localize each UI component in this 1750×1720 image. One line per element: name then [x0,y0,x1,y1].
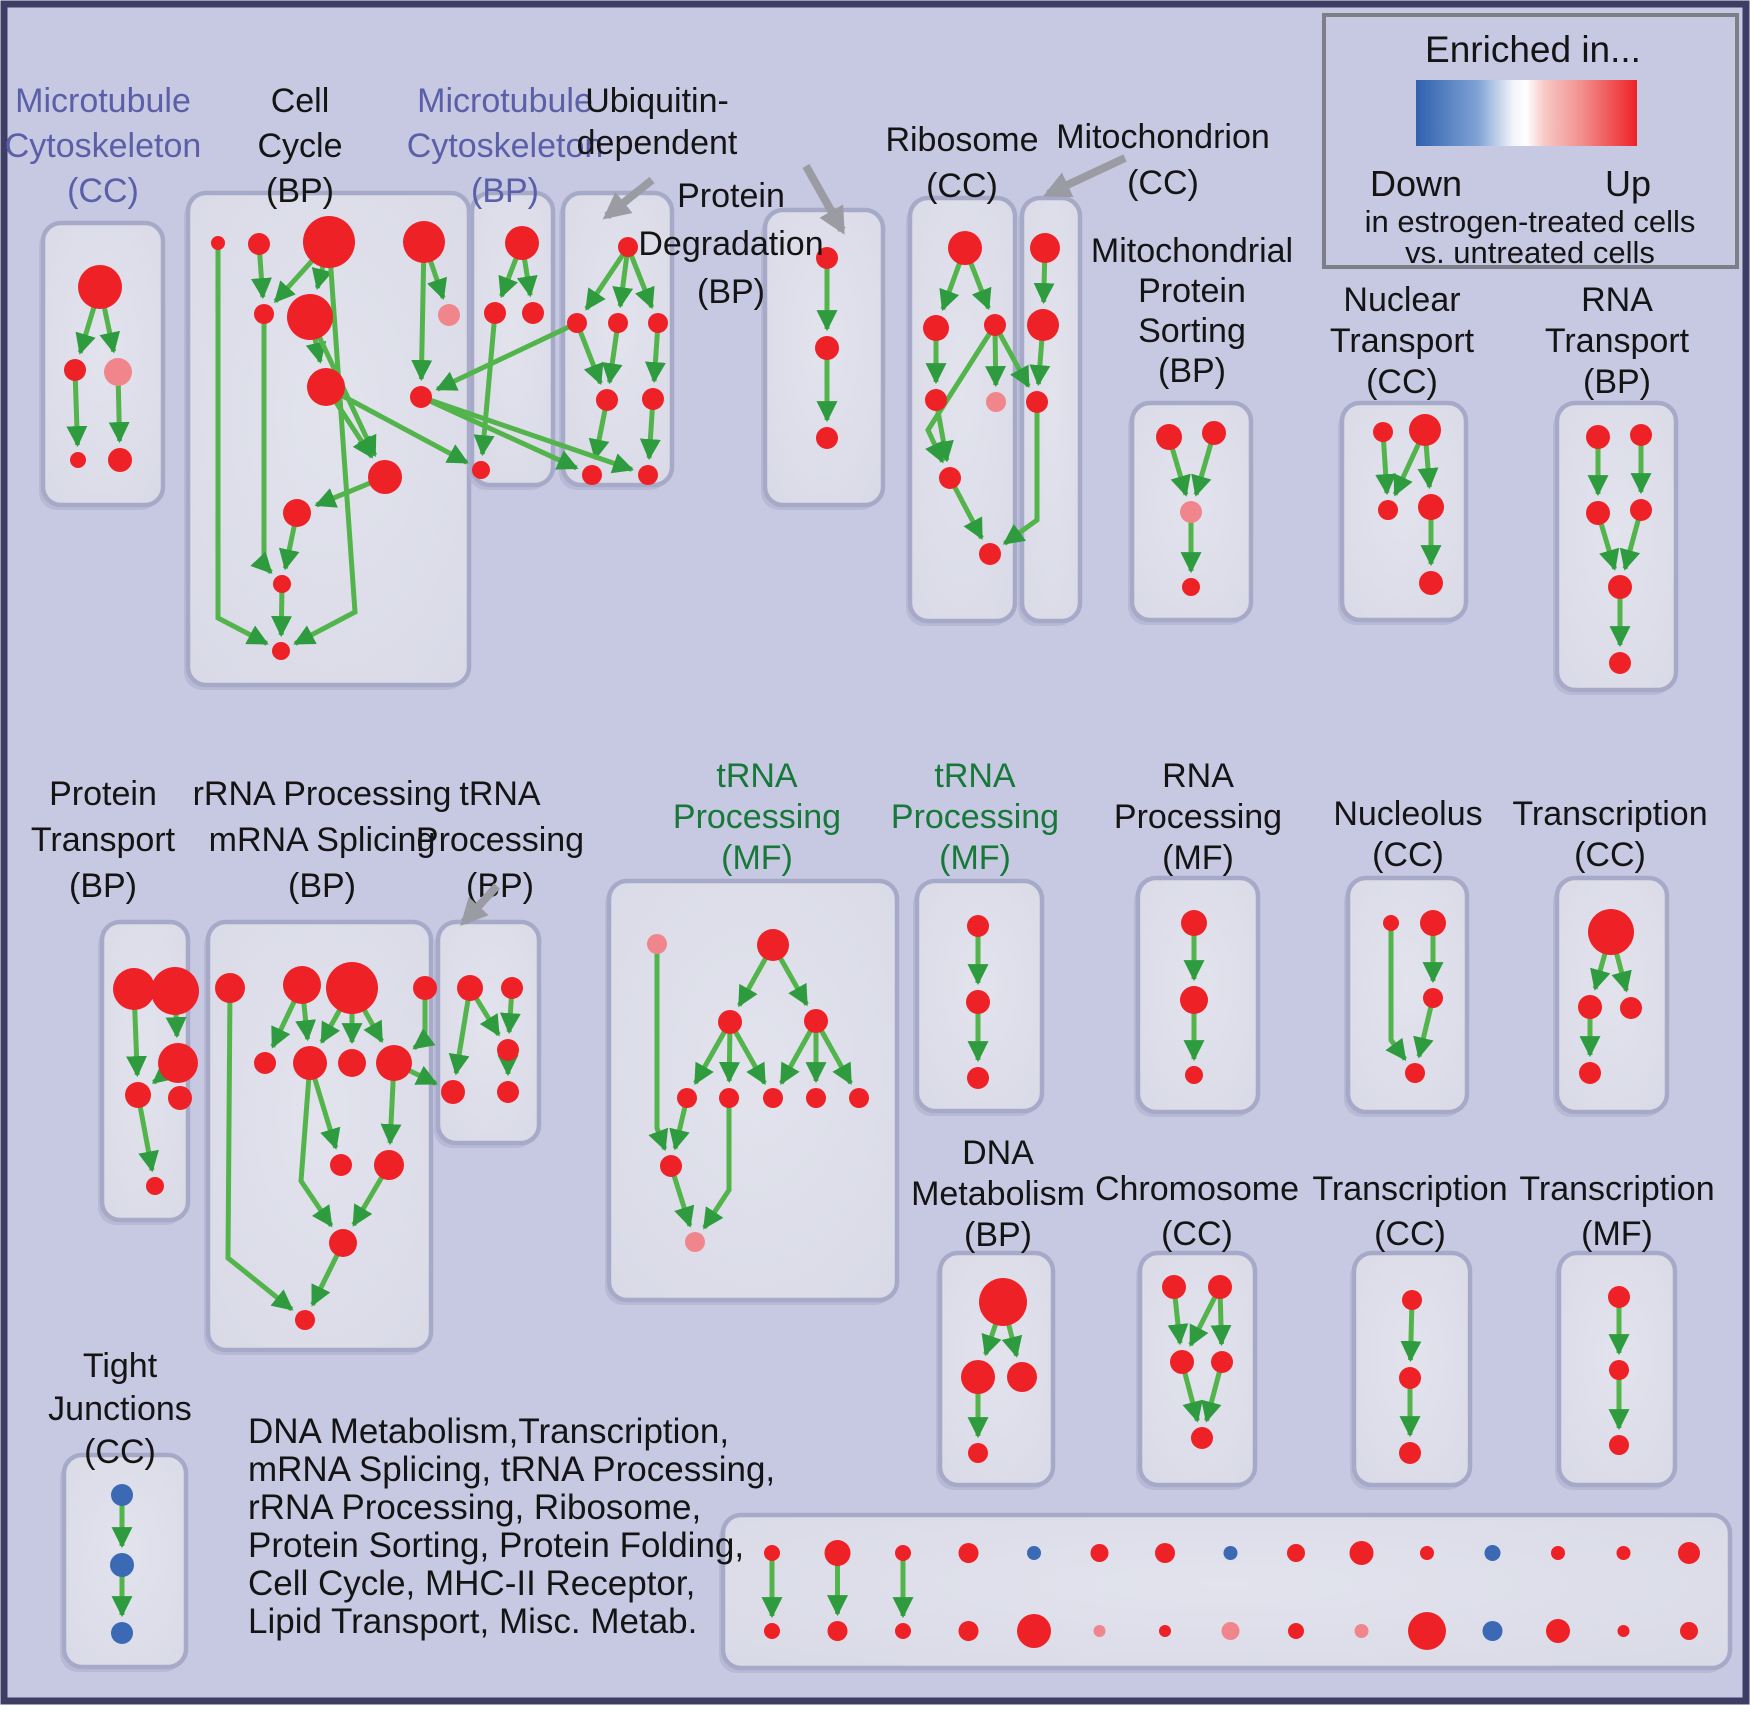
go-term-node-trna_mf_big [660,1155,682,1177]
go-term-node-nuc_trans [1418,494,1444,520]
go-term-node-prot_trans [151,967,199,1015]
cluster-label-rna-transport-bp: RNA Transport (BP) [1544,281,1690,401]
go-term-node-ribosome [925,389,947,411]
cluster-box-rna_trans [1557,403,1676,690]
bottom-panel-top-dot [1224,1546,1238,1560]
go-term-node-rna_trans [1608,575,1632,599]
bottom-panel-bottom-dot [1159,1625,1171,1637]
go-term-node-dna_met [979,1278,1027,1326]
go-term-node-rrna [330,1154,352,1176]
bottom-panel-bottom-dot [1017,1614,1051,1648]
cluster-label-transcription-mf: Transcription (MF) [1519,1170,1715,1253]
go-term-node-chromosome [1208,1275,1232,1299]
go-term-node-mito [1030,233,1060,263]
go-term-node-trans_mf [1609,1360,1629,1380]
go-term-node-tight_junctions [111,1484,133,1506]
go-term-node-trna_bp [457,975,483,1001]
bottom-panel-bottom-dot [1546,1619,1570,1643]
cluster-label-microtubule-bp: Microtubule Cytoskeleton (BP) [406,82,604,210]
go-term-node-nuc_trans [1419,571,1443,595]
go-term-node-ub_b [816,427,838,449]
bottom-panel-top-dot [1287,1544,1305,1562]
go-term-node-trna_bp [497,1039,519,1061]
bottom-panel-bottom-dot [1483,1621,1503,1641]
bottom-panel-bottom-dot [764,1623,780,1639]
go-term-node-ub_a [642,388,664,410]
go-term-node-mito [1027,309,1059,341]
go-term-node-mps [1180,501,1202,523]
bottom-panel-top-dot [1551,1546,1565,1560]
go-term-node-rrna [283,966,321,1004]
bottom-panel-top-dot [1617,1546,1631,1560]
footnote-text: DNA Metabolism,Transcription, mRNA Splicing, tRNA Processing, rRNA Processing, Ribosome, Protein Sorting, Protein Folding, Cell Cycle, MHC-II Receptor, Lipid Transport, Misc. Metab. [248,1412,776,1641]
go-term-node-prot_trans [168,1086,192,1110]
go-term-node-cell_cycle [303,216,355,268]
cluster-label-cell-cycle-bp: Cell Cycle (BP) [257,82,343,210]
go-term-node-trna_mf_big [804,1009,828,1033]
go-term-node-trna_mf_big [719,1088,739,1108]
go-term-node-ub_a [648,313,668,333]
go-term-node-cell_cycle [211,236,225,250]
go-term-node-nucleolus [1383,915,1399,931]
cluster-label-ubiquitin-1: Ubiquitin-dependent [576,82,738,162]
bottom-panel-top-dot [895,1545,911,1561]
go-term-node-cell_cycle [273,575,291,593]
go-term-node-mps [1182,578,1200,596]
go-term-node-trna_mf_small [966,990,990,1014]
go-term-node-chromosome [1162,1275,1186,1299]
legend-gradient-bar [1416,80,1637,146]
bottom-panel-top-dot [1027,1546,1041,1560]
go-term-node-ub_a [618,237,638,257]
go-term-node-mc_cc [108,448,132,472]
go-term-node-rna_trans [1630,499,1652,521]
go-term-node-rrna [329,1229,357,1257]
go-term-node-trna_mf_big [849,1088,869,1108]
bottom-panel-bottom-dot [828,1621,848,1641]
go-term-node-mc_bp [472,461,490,479]
go-term-node-chromosome [1211,1351,1233,1373]
cluster-label-trna-processing-mf-1: tRNA Processing (MF) [672,757,842,877]
go-term-node-rrna [376,1045,412,1081]
go-term-node-rna_proc_mf [1185,1066,1203,1084]
go-term-node-nuc_trans [1378,500,1398,520]
cluster-label-nuclear-transport-cc: Nuclear Transport (CC) [1329,281,1475,401]
cluster-box-chromosome [1140,1253,1255,1485]
go-term-node-chromosome [1170,1350,1194,1374]
go-term-node-nuc_trans [1409,414,1441,446]
go-term-node-rrna [215,973,245,1003]
cluster-label-mito-protein-sorting-bp: Mitochondrial Protein Sorting (BP) [1090,232,1294,390]
edge-mc_cc [75,370,78,445]
go-term-node-trna_mf_big [677,1088,697,1108]
bottom-panel-top-dot [1350,1541,1374,1565]
go-term-node-mc_cc [64,359,86,381]
go-term-node-trans_cc_r3 [1399,1442,1421,1464]
go-term-node-cell_cycle [410,386,432,408]
go-term-node-chromosome [1191,1427,1213,1449]
cluster-box-bottom-panel [723,1515,1730,1668]
go-term-node-trans_cc_r3 [1402,1290,1422,1310]
go-term-node-ribosome [986,392,1006,412]
footnote-layer [248,1412,775,1641]
go-term-node-rna_trans [1586,425,1610,449]
go-term-node-ub_a [596,389,618,411]
go-term-node-trna_mf_big [647,934,667,954]
bottom-panel-bottom-dot [1288,1623,1304,1639]
bottom-panel-top-dot [1091,1544,1109,1562]
go-term-node-trans_mf [1609,1435,1629,1455]
go-term-node-rrna [295,1310,315,1330]
bottom-panel-bottom-dot [1094,1625,1106,1637]
go-term-node-mc_cc [70,452,86,468]
go-term-node-trans_cc_r2 [1578,995,1602,1019]
go-term-node-cell_cycle [248,233,270,255]
go-term-node-ribosome [939,467,961,489]
cluster-label-ribosome-cc: Ribosome (CC) [885,121,1039,205]
cluster-label-trna-processing-bp: tRNA Processing (BP) [415,775,585,905]
go-term-node-trna_mf_small [967,915,989,937]
go-term-node-tight_junctions [110,1553,134,1577]
bottom-panel-bottom-dot [1408,1612,1446,1650]
go-term-node-rrna [413,976,437,1000]
go-term-node-cell_cycle [283,499,311,527]
go-term-node-prot_trans [125,1082,151,1108]
cluster-box-trna_bp [438,922,539,1143]
go-term-node-ribosome [923,315,949,341]
go-term-node-trans_cc_r2 [1579,1062,1601,1084]
cluster-label-dna-metabolism-bp: DNA Metabolism (BP) [911,1134,1085,1254]
go-term-node-trna_bp [441,1080,465,1104]
go-term-node-trna_bp [497,1081,519,1103]
go-term-node-mc_cc [104,358,132,386]
bottom-panel-bottom-dot [1355,1624,1369,1638]
cluster-label-tight-junctions-cc: Tight Junctions (CC) [48,1347,192,1471]
go-term-node-trans_mf [1608,1286,1630,1308]
bottom-panel-top-dot [1155,1543,1175,1563]
go-term-node-rna_trans [1630,424,1652,446]
go-term-node-ub_b [815,336,839,360]
go-term-node-cell_cycle [307,368,345,406]
go-term-node-ribosome [984,314,1006,336]
cluster-label-protein-transport-bp: Protein Transport (BP) [30,775,176,905]
go-term-node-cell_cycle [287,294,333,340]
bottom-panel-bottom-dot [1222,1622,1240,1640]
go-term-node-nucleolus [1423,988,1443,1008]
go-term-node-prot_trans [113,968,155,1010]
go-term-node-rna_trans [1609,652,1631,674]
go-term-node-cell_cycle [254,304,274,324]
go-term-node-nuc_trans [1373,422,1393,442]
go-term-node-ub_a [638,465,658,485]
go-term-node-cell_cycle [368,460,402,494]
go-term-node-cell_cycle [438,304,460,326]
bottom-panel-top-dot [825,1540,851,1566]
go-term-node-rrna [293,1046,327,1080]
cluster-label-ubiquitin-2: Protein Degradation (BP) [638,177,824,311]
go-term-node-mito [1026,391,1048,413]
legend-up-label: Up [1604,163,1652,204]
bottom-panel-top-dot [1678,1542,1700,1564]
go-term-node-trans_cc_r2 [1620,997,1642,1019]
go-term-node-rna_trans [1586,501,1610,525]
go-term-node-trna_mf_big [757,929,789,961]
go-term-node-trans_cc_r3 [1399,1367,1421,1389]
bottom-panel-bottom-dot [959,1621,979,1641]
go-term-node-tight_junctions [111,1622,133,1644]
cluster-label-mitochondrion-cc: Mitochondrion (CC) [1056,118,1270,202]
cluster-box-nuc_trans [1342,403,1466,620]
go-term-node-rrna [374,1150,404,1180]
go-term-node-ub_a [608,313,628,333]
bottom-panel-top-dot [1485,1545,1501,1561]
go-term-node-ribosome [979,543,1001,565]
go-term-node-mps [1156,424,1182,450]
go-term-node-rrna [338,1049,366,1077]
go-term-node-ribosome [948,231,982,265]
legend-layer [1324,15,1737,270]
bottom-panel-bottom-dot [1618,1625,1630,1637]
go-term-node-cell_cycle [403,221,445,263]
go-term-node-mc_bp [522,302,544,324]
go-term-node-trans_cc_r2 [1588,909,1634,955]
bottom-panel-bottom-dot [1680,1622,1698,1640]
go-term-node-rrna [254,1052,276,1074]
go-term-node-rna_proc_mf [1180,986,1208,1014]
go-term-node-ub_a [567,313,587,333]
bottom-panel-top-dot [1420,1546,1434,1560]
go-term-node-trna_mf_big [806,1088,826,1108]
go-term-node-nucleolus [1405,1063,1425,1083]
go-term-node-dna_met [1007,1362,1037,1392]
legend-down-label: Down [1369,163,1463,204]
cluster-label-microtubule-cc: Microtubule Cytoskeleton (CC) [4,82,202,210]
cluster-label-rna-processing-mf: RNA Processing (MF) [1113,757,1283,877]
cluster-label-transcription-cc-row2: Transcription (CC) [1512,795,1708,874]
go-term-node-dna_met [961,1360,995,1394]
go-term-node-trna_mf_small [967,1067,989,1089]
cluster-label-chromosome-cc: Chromosome (CC) [1094,1170,1300,1253]
bottom-panel-bottom-dot [895,1623,911,1639]
go-term-node-rna_proc_mf [1181,910,1207,936]
legend-subtitle-2: vs. untreated cells [1405,235,1655,270]
go-term-node-trna_bp [501,977,523,999]
go-term-node-rrna [326,962,378,1014]
go-term-node-ub_a [582,465,602,485]
go-term-node-nucleolus [1420,910,1446,936]
go-term-node-mc_bp [505,226,539,260]
cluster-label-rrna-mrna-bp: rRNA Processing mRNA Splicing (BP) [192,775,452,905]
legend-subtitle-1: in estrogen-treated cells [1364,204,1696,239]
cluster-label-nucleolus-cc: Nucleolus (CC) [1333,795,1483,874]
go-term-node-trna_mf_big [763,1088,783,1108]
go-term-node-trna_mf_big [685,1232,705,1252]
go-term-node-trna_mf_big [718,1010,742,1034]
cluster-label-transcription-cc-row3: Transcription (CC) [1312,1170,1508,1253]
go-term-node-dna_met [968,1443,988,1463]
go-term-node-prot_trans [146,1177,164,1195]
go-term-node-prot_trans [158,1043,198,1083]
go-term-node-mc_bp [484,302,506,324]
legend-title: Enriched in... [1425,29,1641,70]
go-term-node-mc_cc [78,265,122,309]
go-term-node-mps [1202,421,1226,445]
bottom-panel-top-dot [959,1543,979,1563]
go-term-node-cell_cycle [272,642,290,660]
cluster-label-trna-processing-mf-2: tRNA Processing (MF) [890,757,1060,877]
bottom-panel-top-dot [764,1545,780,1561]
